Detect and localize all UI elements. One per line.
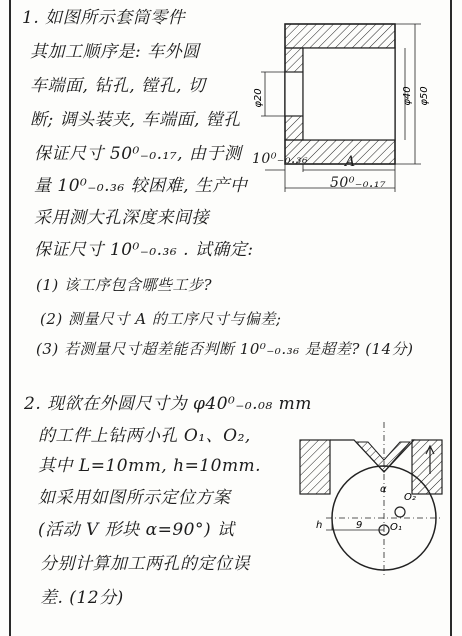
o1-label: O₁ bbox=[390, 522, 402, 533]
v-block-drawing bbox=[296, 420, 446, 580]
p2-line-4: 如采用如图所示定位方案 bbox=[38, 488, 231, 508]
nine-label: 9 bbox=[356, 520, 363, 531]
p1-line-5: 保证尺寸 50⁰₋₀.₁₇, 由于测 bbox=[34, 144, 242, 164]
p2-line-6: 分别计算加工两孔的定位误 bbox=[40, 554, 250, 574]
p1-question-1: (1) 该工序包含哪些工步? bbox=[36, 276, 213, 294]
p1-question-2: (2) 测量尺寸 A 的工序尺寸与偏差; bbox=[40, 310, 282, 328]
p1-line-7: 采用测大孔深度来间接 bbox=[34, 208, 209, 228]
dim-phi20-label: φ20 bbox=[253, 88, 264, 108]
p2-line-5: (活动 V 形块 α=90°) 试 bbox=[38, 520, 235, 540]
p1-line-3: 车端面, 钻孔, 镗孔, 切 bbox=[30, 76, 206, 96]
dim-10-label: 10⁰₋₀.₃₆ bbox=[252, 151, 309, 167]
p1-line-2: 其加工顺序是: 车外圆 bbox=[30, 42, 200, 62]
p2-line-2: 的工件上钻两小孔 O₁、O₂, bbox=[38, 426, 251, 446]
p2-line-1: 2. 现欲在外圆尺寸为 φ40⁰₋₀.₀₈ mm bbox=[24, 394, 312, 414]
sleeve-section bbox=[285, 24, 395, 164]
page-border-right bbox=[450, 0, 452, 636]
page-border-left bbox=[9, 0, 11, 636]
dim-50-label: 50⁰₋₀.₁₇ bbox=[330, 175, 387, 191]
p2-line-7: 差. (12分) bbox=[40, 588, 124, 608]
dim-phi40-label: φ40 bbox=[402, 86, 413, 106]
p1-line-8: 保证尺寸 10⁰₋₀.₃₆ . 试确定: bbox=[34, 240, 254, 260]
dim-phi50-label: φ50 bbox=[419, 86, 430, 106]
sleeve-drawing bbox=[235, 12, 435, 197]
hole-o2 bbox=[395, 507, 405, 517]
alpha-label: α bbox=[380, 484, 387, 495]
p2-line-3: 其中 L=10mm, h=10mm. bbox=[38, 456, 262, 476]
o2-label: O₂ bbox=[404, 492, 416, 503]
dim-phi20 bbox=[253, 72, 285, 116]
p1-line-4: 断; 调头装夹, 车端面, 镗孔 bbox=[30, 110, 241, 130]
dim-phi40-phi50 bbox=[395, 24, 430, 164]
h-label: h bbox=[316, 520, 323, 531]
dim-A-label: A bbox=[345, 154, 356, 170]
p1-question-3: (3) 若测量尺寸超差能否判断 10⁰₋₀.₃₆ 是超差? (14分) bbox=[36, 340, 414, 358]
p1-line-6: 量 10⁰₋₀.₃₆ 较困难, 生产中 bbox=[34, 176, 248, 196]
p1-line-1: 1. 如图所示套筒零件 bbox=[22, 8, 186, 28]
